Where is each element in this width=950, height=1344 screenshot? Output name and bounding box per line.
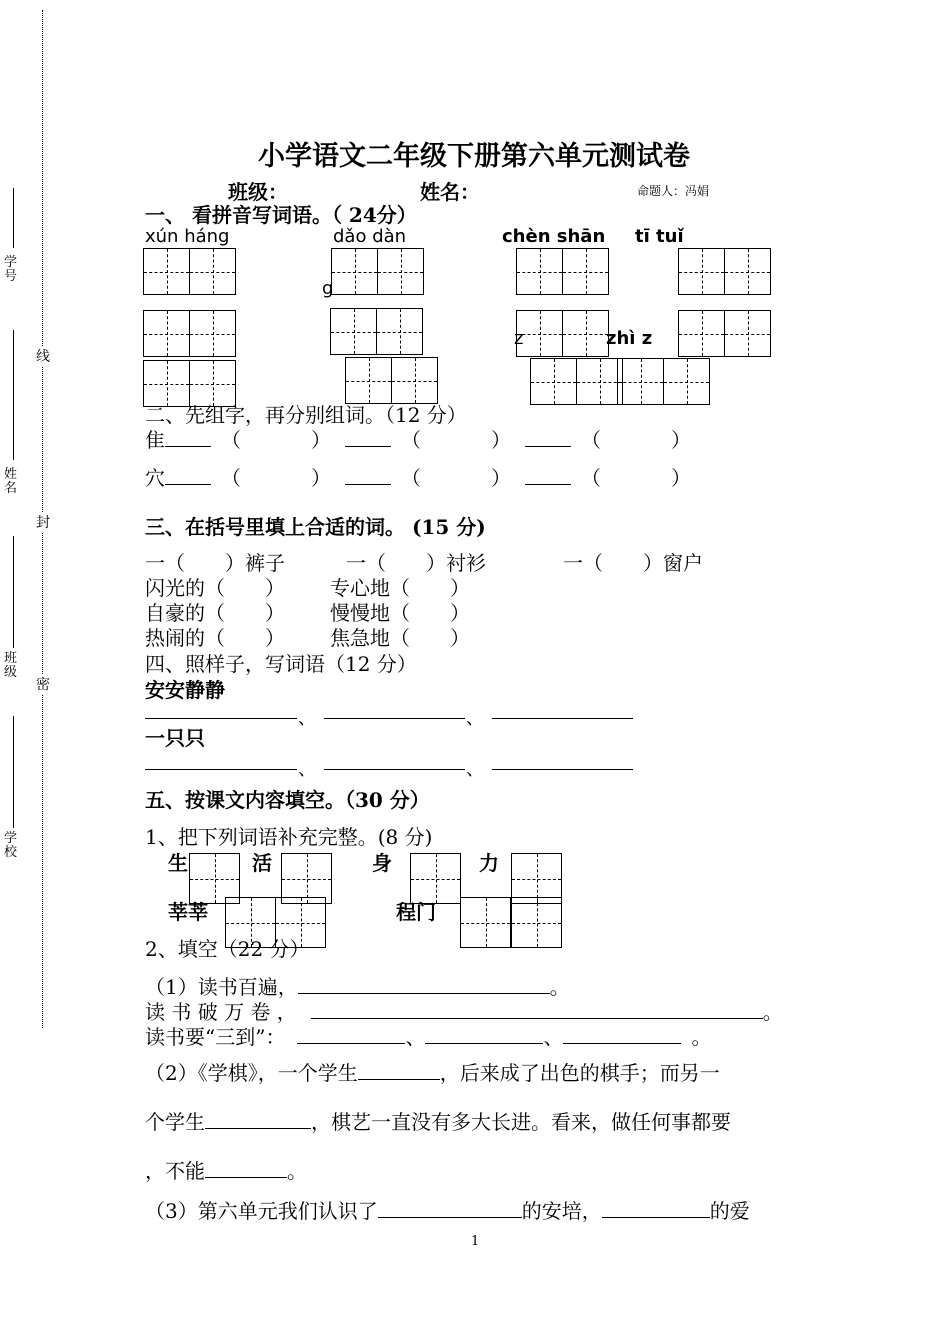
- example-word-2: 一只只: [145, 726, 205, 750]
- measure-word-1: 一（ ）裤子: [145, 551, 285, 575]
- writing-box[interactable]: [143, 248, 190, 295]
- section-4-heading: 四、照样子，写词语（12 分）: [145, 652, 417, 676]
- component-char: 穴: [145, 466, 165, 490]
- answer-blank[interactable]: [311, 998, 763, 1019]
- writing-box[interactable]: [460, 897, 511, 948]
- writing-box[interactable]: [724, 310, 771, 357]
- writing-box[interactable]: [391, 357, 438, 404]
- writing-box[interactable]: [377, 248, 424, 295]
- pinyin-4: tī tuǐ: [635, 226, 684, 247]
- answer-blank[interactable]: [145, 718, 297, 719]
- writing-box[interactable]: [530, 358, 577, 405]
- margin-label-student-id: 学号: [4, 255, 18, 284]
- pinyin-1: xún háng: [145, 226, 230, 247]
- question-1: 1、把下列词语补充完整。(8 分): [145, 825, 433, 849]
- margin-label-class: 班级: [4, 651, 18, 680]
- writing-box[interactable]: [331, 248, 378, 295]
- example-word-1: 安安静静: [145, 678, 225, 702]
- writing-box[interactable]: [576, 358, 623, 405]
- writing-box[interactable]: [376, 308, 423, 355]
- phrase-item: 自豪的（ ）: [145, 601, 285, 625]
- answer-blank[interactable]: [205, 1157, 287, 1178]
- idiom-start: 程门: [396, 900, 436, 924]
- writing-box[interactable]: [562, 310, 609, 357]
- fill-line-2c: ，不能 。: [145, 1159, 307, 1183]
- phrase-item: 焦急地（ ）: [330, 626, 470, 650]
- answer-blank[interactable]: [205, 1108, 311, 1129]
- writing-box[interactable]: [516, 310, 563, 357]
- component-row-1: 隹 （ ） （ ） （ ）: [145, 428, 691, 452]
- pinyin-partial: z: [514, 328, 524, 349]
- writing-box[interactable]: [678, 310, 725, 357]
- answer-blank[interactable]: [345, 426, 391, 447]
- pinyin-partial: zhì z: [606, 328, 653, 349]
- pinyin-3: chèn shān: [502, 226, 606, 247]
- writing-box[interactable]: [617, 358, 664, 405]
- question-2: 2、填空（22 分）: [145, 937, 310, 961]
- writing-box[interactable]: [663, 358, 710, 405]
- writing-box[interactable]: [562, 248, 609, 295]
- answer-blank[interactable]: [358, 1059, 440, 1080]
- margin-mark-seal: 封: [36, 512, 50, 532]
- fill-line-1a: （1）读书百遍， 。: [145, 975, 570, 999]
- writing-box[interactable]: [511, 897, 562, 948]
- margin-mark-line: 线: [36, 346, 50, 366]
- fill-line-1b: 读 书 破 万 卷 ， 。: [145, 1000, 783, 1024]
- section-2-heading: 二、先组字，再分别组词。（12 分）: [145, 403, 467, 427]
- section-1-heading: 一、 看拼音写词语。（ 24分）: [145, 203, 417, 227]
- answer-blank[interactable]: [492, 769, 633, 770]
- writing-box[interactable]: [516, 248, 563, 295]
- idiom-start: 莘莘: [168, 900, 208, 924]
- section-5-heading: 五、按课文内容填空。（30 分）: [145, 788, 430, 812]
- measure-word-2: 一（ ）衬衫: [346, 551, 486, 575]
- section-3-heading: 三、在括号里填上合适的词。 (15 分): [145, 515, 486, 539]
- answer-blank[interactable]: [165, 426, 211, 447]
- page-number: 1: [471, 1234, 480, 1249]
- answer-blank[interactable]: [345, 464, 391, 485]
- pinyin-2: dǎo dàn: [333, 226, 407, 247]
- fill-line-2b: 个学生 ，棋艺一直没有多大长进。看来，做任何事都要: [145, 1110, 731, 1134]
- writing-box[interactable]: [189, 310, 236, 357]
- phrase-item: 闪光的（ ）: [145, 576, 285, 600]
- answer-blank[interactable]: [324, 769, 465, 770]
- writing-box[interactable]: [345, 357, 392, 404]
- author-label: 命题人：冯娟: [637, 184, 710, 198]
- margin-label-name: 姓名: [4, 467, 18, 496]
- answer-blank[interactable]: [525, 464, 571, 485]
- margin-line: [13, 188, 14, 248]
- margin-line: [13, 716, 14, 828]
- margin-line: [13, 536, 14, 648]
- class-label: 班级：: [228, 180, 288, 204]
- idiom-char: 力: [479, 851, 499, 875]
- writing-box[interactable]: [724, 248, 771, 295]
- margin-mark-secret: 密: [36, 674, 50, 694]
- pinyin-partial: g: [322, 278, 334, 299]
- answer-blank[interactable]: [563, 1023, 681, 1044]
- answer-blank[interactable]: [145, 769, 297, 770]
- idiom-char: 身: [372, 851, 392, 875]
- answer-blank[interactable]: [425, 1023, 543, 1044]
- answer-blank[interactable]: [378, 1197, 522, 1218]
- component-row-2: 穴 （ ） （ ） （ ）: [145, 466, 691, 490]
- writing-box[interactable]: [330, 308, 377, 355]
- phrase-item: 热闹的（ ）: [145, 626, 285, 650]
- fill-line-1c: 读书要“三到”： 、 、 。: [145, 1025, 712, 1049]
- fill-line-2a: （2）《学棋》，一个学生 ，后来成了出色的棋手；而另一: [145, 1061, 720, 1085]
- answer-blank[interactable]: [297, 1023, 405, 1044]
- answer-blank[interactable]: [525, 426, 571, 447]
- phrase-item: 慢慢地（ ）: [330, 601, 470, 625]
- margin-label-school: 学校: [4, 831, 18, 860]
- phrase-item: 专心地（ ）: [330, 576, 470, 600]
- idiom-char: 生: [168, 851, 188, 875]
- margin-line: [13, 330, 14, 460]
- page-title: 小学语文二年级下册第六单元测试卷: [258, 141, 690, 172]
- fill-line-3: （3）第六单元我们认识了 的安培， 的爱: [145, 1199, 750, 1223]
- answer-blank[interactable]: [602, 1197, 710, 1218]
- answer-blank[interactable]: [492, 718, 633, 719]
- name-label: 姓名：: [420, 180, 480, 204]
- writing-box[interactable]: [678, 248, 725, 295]
- component-char: 隹: [145, 428, 165, 452]
- writing-box[interactable]: [143, 310, 190, 357]
- measure-word-3: 一（ ）窗户: [563, 551, 703, 575]
- answer-blank[interactable]: [324, 718, 465, 719]
- answer-blank[interactable]: [298, 973, 550, 994]
- answer-blank[interactable]: [165, 464, 211, 485]
- writing-box[interactable]: [189, 248, 236, 295]
- idiom-char: 活: [252, 851, 272, 875]
